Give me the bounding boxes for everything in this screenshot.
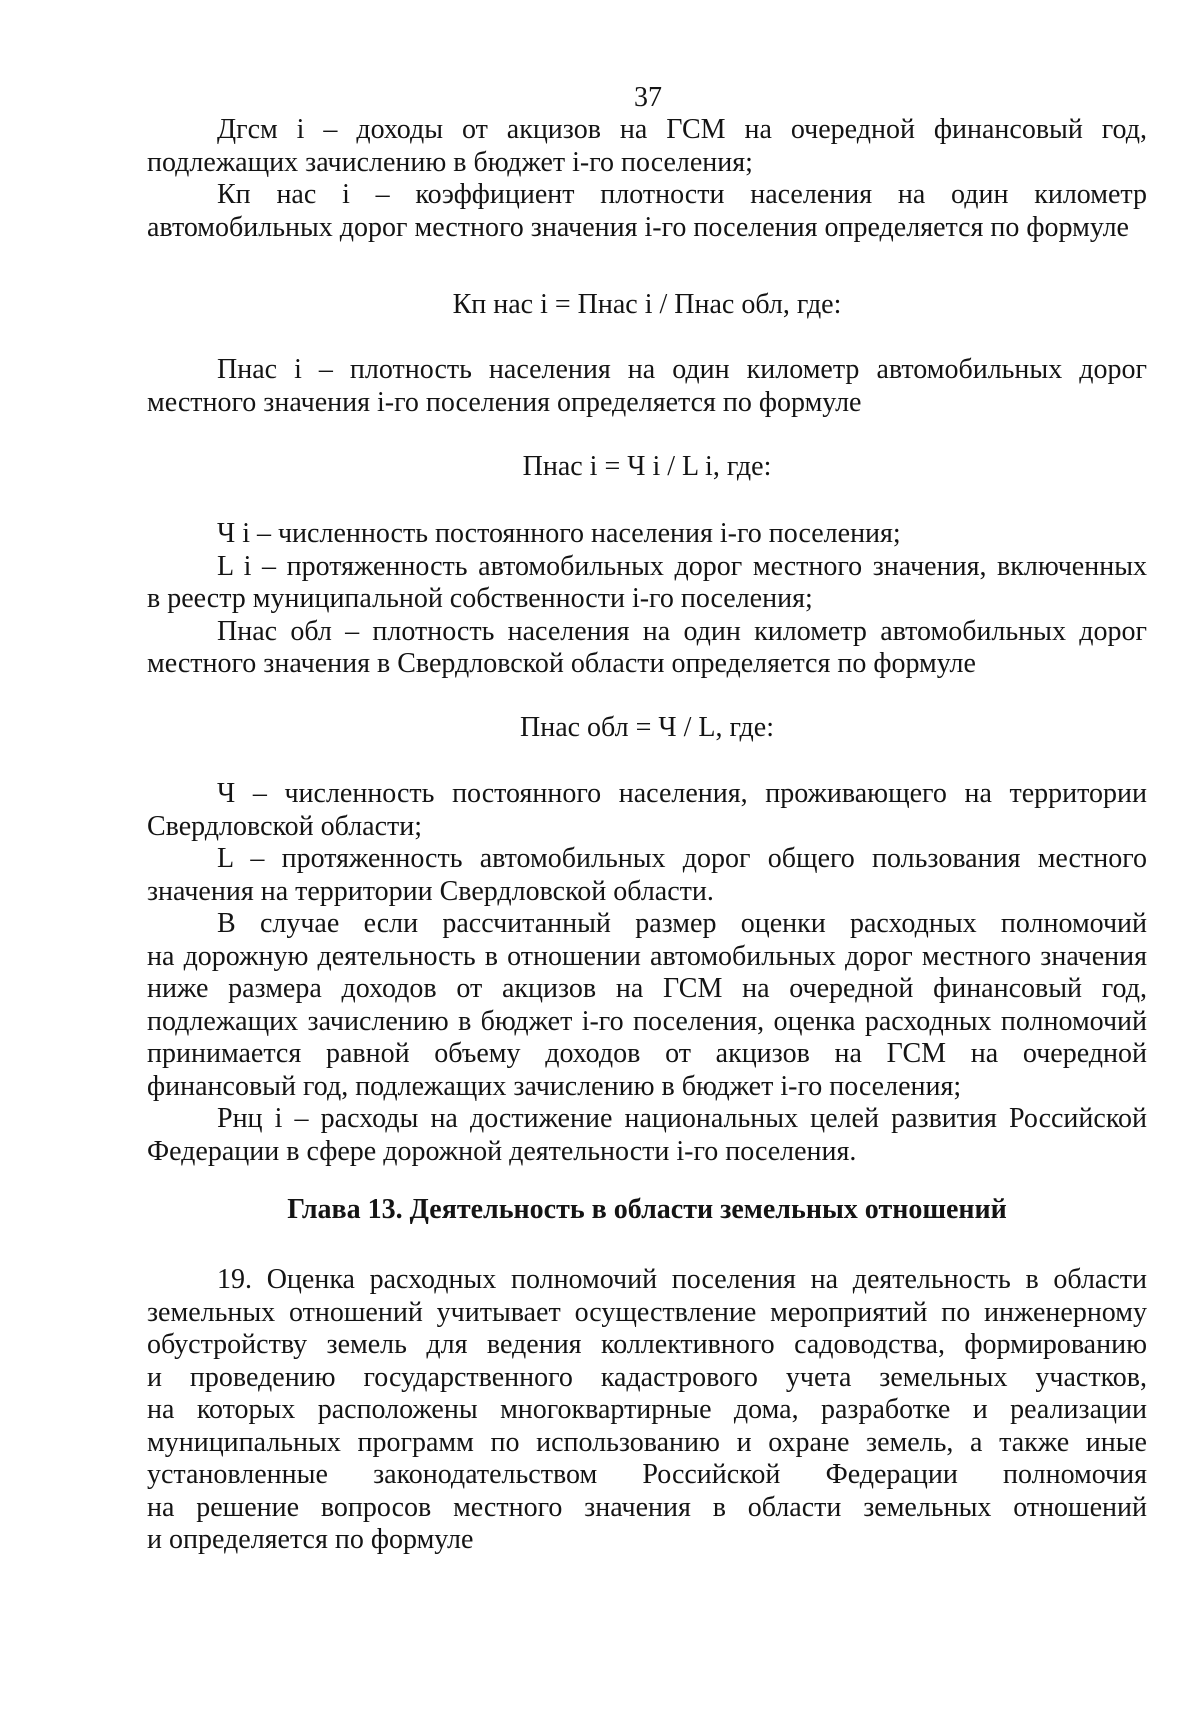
text-line: в реестр муниципальной собственности i-го поселения;	[147, 583, 813, 614]
definitions-block-1	[147, 114, 1147, 244]
formula-1-block	[147, 289, 1147, 322]
text-line: Ч – численность постоянного населения, проживающего на территории	[217, 778, 1147, 809]
text-line: Пнас i – плотность населения на один километр автомобильных дорог	[217, 354, 1147, 385]
text-line: и проведению государственного кадастрового учета земельных участков,	[147, 1361, 1147, 1393]
definitions-block-4	[147, 778, 1147, 1168]
text-line: местного значения в Свердловской области определяется по формуле	[147, 648, 976, 679]
text-line: обустройству земель для ведения коллективного садоводства, формированию	[147, 1329, 1147, 1360]
text-line: Пнас обл – плотность населения на один километр автомобильных дорог	[217, 615, 1147, 647]
text-line: 19. Оценка расходных полномочий поселения на деятельность в области	[217, 1264, 1147, 1295]
text-line: местного значения i-го поселения определяется по формуле	[147, 386, 862, 418]
text-line: Кп нас i – коэффициент плотности населения на один километр	[217, 179, 1147, 210]
text-line: Свердловской области;	[147, 810, 423, 842]
text-line: и определяется по формуле	[147, 1524, 474, 1555]
text-line: L i – протяженность автомобильных дорог местного значения, включенных	[217, 550, 1147, 582]
page-number: 37	[634, 82, 662, 113]
formula-text: Кп нас i = Пнас i / Пнас обл, где:	[452, 289, 842, 320]
text-line: В случае если рассчитанный размер оценки расходных полномочий	[217, 908, 1147, 939]
text-line: на которых расположены многоквартирные дома, разработке и реализации	[147, 1394, 1147, 1425]
formula-text: Пнас обл = Ч / L, где:	[520, 712, 774, 743]
text-line: значения на территории Свердловской области.	[147, 875, 714, 907]
text-line: Федерации в сфере дорожной деятельности i-го поселения.	[147, 1135, 857, 1167]
text-line: автомобильных дорог местного значения i-го поселения определяется по формуле	[147, 211, 1129, 243]
chapter-heading-block	[147, 1194, 1147, 1227]
item-19-block	[147, 1264, 1147, 1557]
text-line: L – протяженность автомобильных дорог общего пользования местного	[217, 843, 1147, 874]
text-line: Рнц i – расходы на достижение национальных целей развития Российской	[217, 1103, 1147, 1134]
definitions-block-3	[147, 518, 1147, 681]
text-line: финансовый год, подлежащих зачислению в бюджет i-го поселения;	[147, 1070, 962, 1102]
text-line: Ч i – численность постоянного населения i-го поселения;	[217, 518, 901, 549]
text-line: муниципальных программ по использованию и охране земель, а также иные	[147, 1426, 1147, 1458]
text-line: установленные законодательством Российской Федерации полномочия	[147, 1459, 1147, 1490]
definitions-block-2	[147, 354, 1147, 419]
text-line: земельных отношений учитывает осуществление мероприятий по инженерному	[147, 1296, 1147, 1328]
text-line: подлежащих зачислению в бюджет i-го поселения;	[147, 146, 753, 178]
formula-2-block	[147, 451, 1147, 484]
text-line: принимается равной объему доходов от акцизов на ГСМ на очередной	[147, 1038, 1147, 1069]
text-line: ниже размера доходов от акцизов на ГСМ на очередной финансовый год,	[147, 973, 1147, 1004]
formula-text: Пнас i = Ч i / L i, где:	[522, 451, 772, 482]
formula-3-block	[147, 712, 1147, 745]
text-line: Дгсм i – доходы от акцизов на ГСМ на очередной финансовый год,	[217, 114, 1147, 145]
text-line: на решение вопросов местного значения в области земельных отношений	[147, 1491, 1147, 1523]
chapter-heading: Глава 13. Деятельность в области земельных отношений	[287, 1194, 1007, 1225]
text-line: на дорожную деятельность в отношении автомобильных дорог местного значения	[147, 940, 1147, 972]
text-line: подлежащих зачислению в бюджет i-го поселения, оценка расходных полномочий	[147, 1005, 1147, 1037]
